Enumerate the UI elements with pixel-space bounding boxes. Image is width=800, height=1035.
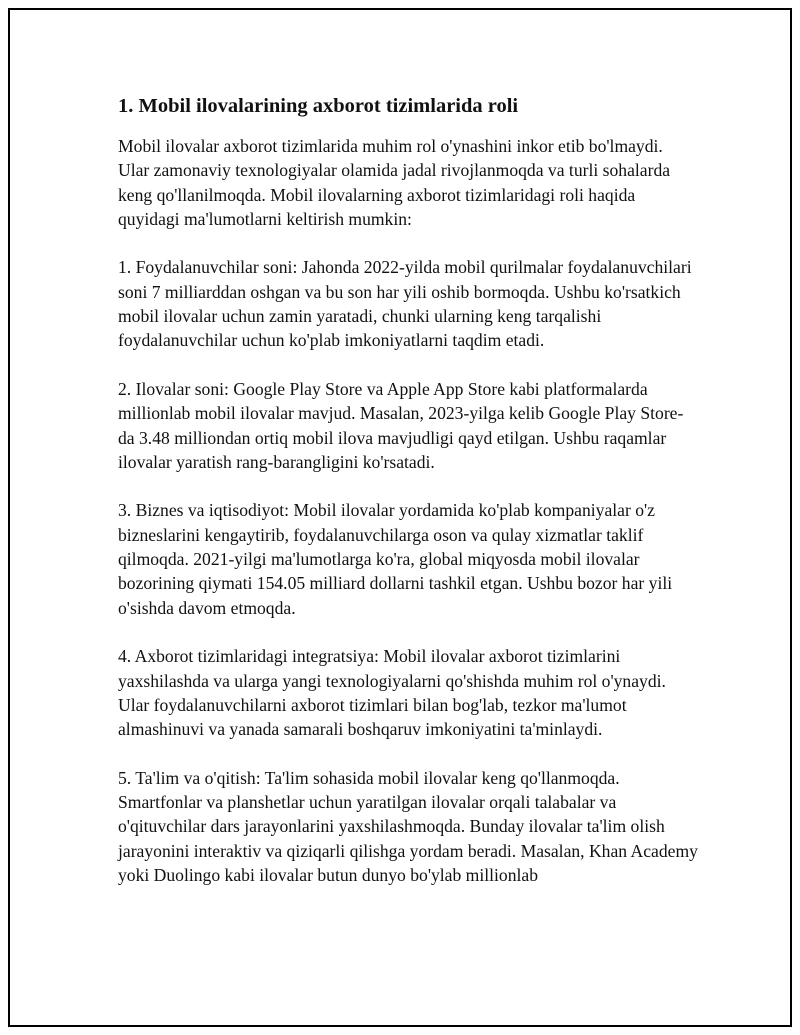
paragraph-education: 5. Ta'lim va o'qitish: Ta'lim sohasida mobil ilovalar keng qo'llanmoqda. Smartfonlar va planshetlar uchun yaratilgan ilovalar orqali talabalar va o'qituvchilar dars jarayonlarini yaxshilashmoqda. Bunday ilovalar ta'lim olish jarayonini interaktiv va qiziqarli qilishga yordam beradi. Masalan, Khan Academy yoki Duolingo kabi ilovalar butun dunyo bo'ylab millionlab (118, 767, 698, 885)
section-title: 1. Mobil ilovalarining axborot tizimlarida roli (118, 95, 519, 117)
intro-paragraph: Mobil ilovalar axborot tizimlarida muhim rol o'ynashini inkor etib bo'lmaydi. Ular zamonaviy texnologiyalar olamida jadal rivojlanmoqda va turli sohalarda keng qo'llanilmoqda. Mobil ilovalarning axborot tizimlaridagi roli haqida quyidagi ma'lumotlarni keltirish mumkin: (118, 136, 671, 229)
paragraph-apps-count: 2. Ilovalar soni: Google Play Store va Apple App Store kabi platformalarda millionlab mobil ilovalar mavjud. Masalan, 2023-yilga kelib Google Play Store-da 3.48 milliondan ortiq mobil ilova mavjudligi qayd etilgan. Ushbu raqamlar ilovalar yaratish rang-barangligini ko'rsatadi. (118, 378, 684, 472)
paragraph-users-count: 1. Foydalanuvchilar soni: Jahonda 2022-yilda mobil qurilmalar foydalanuvchilari soni 7 milliarddan oshgan va bu son har yili oshib bormoqda. Ushbu ko'rsatkich mobil ilovalar uchun zamin yaratadi, chunki ularning keng tarqalishi foydalanuvchilar uchun ko'plab imkoniyatlarni taqdim etadi. (118, 257, 692, 351)
document-body (118, 92, 698, 912)
paragraph-business-economy: 3. Biznes va iqtisodiyot: Mobil ilovalar yordamida ko'plab kompaniyalar o'z bizneslarini kengaytirib, foydalanuvchilarga oson va qulay xizmatlar taklif qilmoqda. 2021-yilgi ma'lumotlarga ko'ra, global miqyosda mobil ilovalar bozorining qiymati 154.05 milliard dollarni tashkil etgan. Ushbu bozor har yili o'sishda davom etmoqda. (118, 500, 673, 618)
paragraph-integration: 4. Axborot tizimlaridagi integratsiya: Mobil ilovalar axborot tizimlarini yaxshilashda va ularga yangi texnologiyalarni qo'shishda muhim rol o'ynaydi. Ular foydalanuvchilarni axborot tizimlari bilan bog'lab, tezkor ma'lumot almashinuvi va yanada samarali boshqaruv imkoniyatini ta'minlaydi. (118, 646, 666, 740)
